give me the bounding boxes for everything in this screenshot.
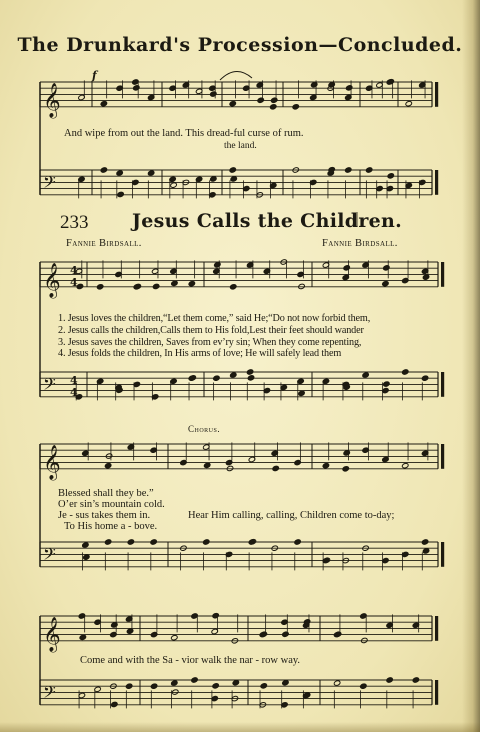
final-barline — [435, 82, 438, 107]
note-head — [303, 619, 310, 625]
note-head — [232, 680, 239, 686]
note-head — [328, 167, 335, 173]
final-barline — [435, 680, 438, 705]
note-head — [104, 539, 111, 545]
chorus-verse-line-4: To His home a - bove. — [64, 521, 158, 532]
verse-line-4: 4. Jesus folds the children, In His arms of love; He will safely lead them — [58, 348, 342, 359]
bass-clef: 𝄢 — [43, 543, 56, 568]
note-head — [125, 683, 132, 689]
hymn-title: Jesus Calls the Children. — [132, 210, 403, 232]
note-head — [405, 101, 412, 107]
chorus-verse-line-1: Blessed shall they be.” — [58, 488, 154, 499]
note-head — [412, 677, 419, 683]
verse-line-2: 2. Jesus calls the children,Calls them to His fold,Lest their feet should wander — [58, 325, 364, 336]
note-head — [111, 701, 118, 707]
note-head — [116, 170, 123, 176]
note-head — [225, 459, 232, 465]
note-head — [147, 170, 154, 176]
note-head — [210, 91, 217, 97]
note-head — [346, 85, 353, 91]
note-head — [282, 680, 289, 686]
note-head — [342, 466, 349, 472]
note-head — [247, 375, 254, 381]
note-head — [171, 280, 178, 286]
page-title: The Drunkard's Procession—Concluded. — [17, 34, 463, 56]
note-head — [386, 677, 393, 683]
note-head — [152, 283, 159, 289]
note-head — [111, 622, 118, 628]
note-head — [260, 631, 267, 637]
note-head — [343, 265, 350, 271]
note-head — [303, 692, 310, 698]
note-head — [272, 465, 279, 471]
bass-clef: 𝄢 — [43, 171, 56, 196]
note-head — [134, 283, 141, 289]
note-head — [97, 284, 104, 290]
final-barline — [441, 542, 444, 567]
note-head — [126, 628, 133, 634]
note-head — [402, 369, 409, 375]
note-head — [421, 539, 428, 545]
final-barline — [441, 262, 444, 287]
note-head — [311, 82, 318, 88]
note-head — [246, 369, 253, 375]
chorus-refrain-line: Hear Him calling, calling, Children come to-day; — [188, 510, 395, 521]
chorus-label: Chorus. — [188, 424, 221, 434]
note-head — [383, 381, 390, 387]
note-head — [100, 101, 107, 107]
note-head — [171, 680, 178, 686]
note-head — [382, 281, 389, 287]
time-signature-bottom: 4 — [70, 386, 78, 399]
note-head — [213, 375, 220, 381]
final-barline — [441, 372, 444, 397]
treble-clef: 𝄞 — [43, 82, 61, 118]
note-head — [422, 274, 429, 280]
note-head — [422, 548, 429, 554]
note-head — [383, 265, 390, 271]
note-head — [294, 539, 301, 545]
note-head — [230, 176, 237, 182]
note-head — [204, 462, 211, 468]
final-barline — [441, 444, 444, 469]
note-head — [210, 176, 217, 182]
note-head — [345, 167, 352, 173]
bass-clef: 𝄢 — [43, 681, 56, 706]
note-head — [150, 631, 157, 637]
note-head — [203, 539, 210, 545]
chorus-verse-line-2: O’er sin’s mountain cold. — [58, 499, 165, 510]
note-head — [229, 167, 236, 173]
note-head — [212, 683, 219, 689]
note-head — [110, 631, 117, 637]
note-head — [230, 284, 237, 290]
bass-clef: 𝄢 — [43, 373, 56, 398]
note-head — [271, 97, 278, 103]
note-head — [191, 677, 198, 683]
note-head — [333, 680, 340, 686]
note-head — [362, 372, 369, 378]
time-signature-bottom: 4 — [70, 276, 78, 289]
note-head — [189, 375, 196, 381]
note-head — [402, 277, 409, 283]
treble-clef: 𝄞 — [43, 444, 61, 480]
note-head — [82, 542, 89, 548]
time-signature-top: 4 — [70, 264, 78, 277]
note-head — [214, 262, 221, 268]
final-barline — [435, 170, 438, 195]
note-head — [387, 173, 394, 179]
final-barline — [435, 616, 438, 641]
note-head — [270, 104, 277, 110]
note-head — [343, 450, 350, 456]
note-head — [328, 82, 335, 88]
note-head — [127, 539, 134, 545]
note-head — [322, 463, 329, 469]
note-head — [150, 683, 157, 689]
note-head — [334, 631, 341, 637]
hymn-number: 233 — [60, 212, 89, 233]
note-head — [292, 104, 299, 110]
slur — [220, 71, 252, 80]
lyricist-credit: Fannie Birdsall. — [66, 238, 142, 249]
note-head — [257, 97, 264, 103]
time-signature-top: 4 — [70, 374, 78, 387]
final-lyric-line: Come and with the Sa - vior walk the nar - row way. — [80, 655, 301, 666]
note-head — [104, 463, 111, 469]
treble-clef: 𝄞 — [43, 616, 61, 652]
note-head — [180, 459, 187, 465]
composer-credit: Fannie Birdsall. — [322, 238, 398, 249]
note-head — [212, 613, 219, 619]
verse-line-1: 1. Jesus loves the children,“Let them come,” said He;“Do not now forbid them, — [58, 313, 371, 324]
note-head — [79, 634, 86, 640]
note-head — [83, 554, 90, 560]
treble-clef: 𝄞 — [43, 262, 61, 298]
note-head — [133, 85, 140, 91]
note-head — [260, 683, 267, 689]
note-head — [117, 191, 124, 197]
note-head — [402, 463, 409, 469]
top-lyric-echo: the land. — [224, 141, 257, 151]
note-head — [421, 375, 428, 381]
note-head — [230, 372, 237, 378]
note-head — [366, 167, 373, 173]
note-head — [171, 635, 178, 641]
chorus-verse-line-3: Je - sus takes them in. — [58, 510, 151, 521]
dynamic-forte: f — [92, 69, 97, 82]
note-head — [229, 101, 236, 107]
note-head — [188, 281, 195, 287]
note-head — [150, 539, 157, 545]
top-lyric-line: And wipe from out the land. This dread-ful curse of rum. — [64, 128, 304, 139]
note-head — [387, 79, 394, 85]
note-head — [170, 182, 177, 188]
note-head — [360, 683, 367, 689]
note-head — [298, 390, 305, 396]
verse-line-3: 3. Jesus saves the children, Saves from ev’ry sin; When they come repenting, — [58, 337, 362, 348]
note-head — [100, 167, 107, 173]
note-head — [294, 459, 301, 465]
note-head — [282, 631, 289, 637]
